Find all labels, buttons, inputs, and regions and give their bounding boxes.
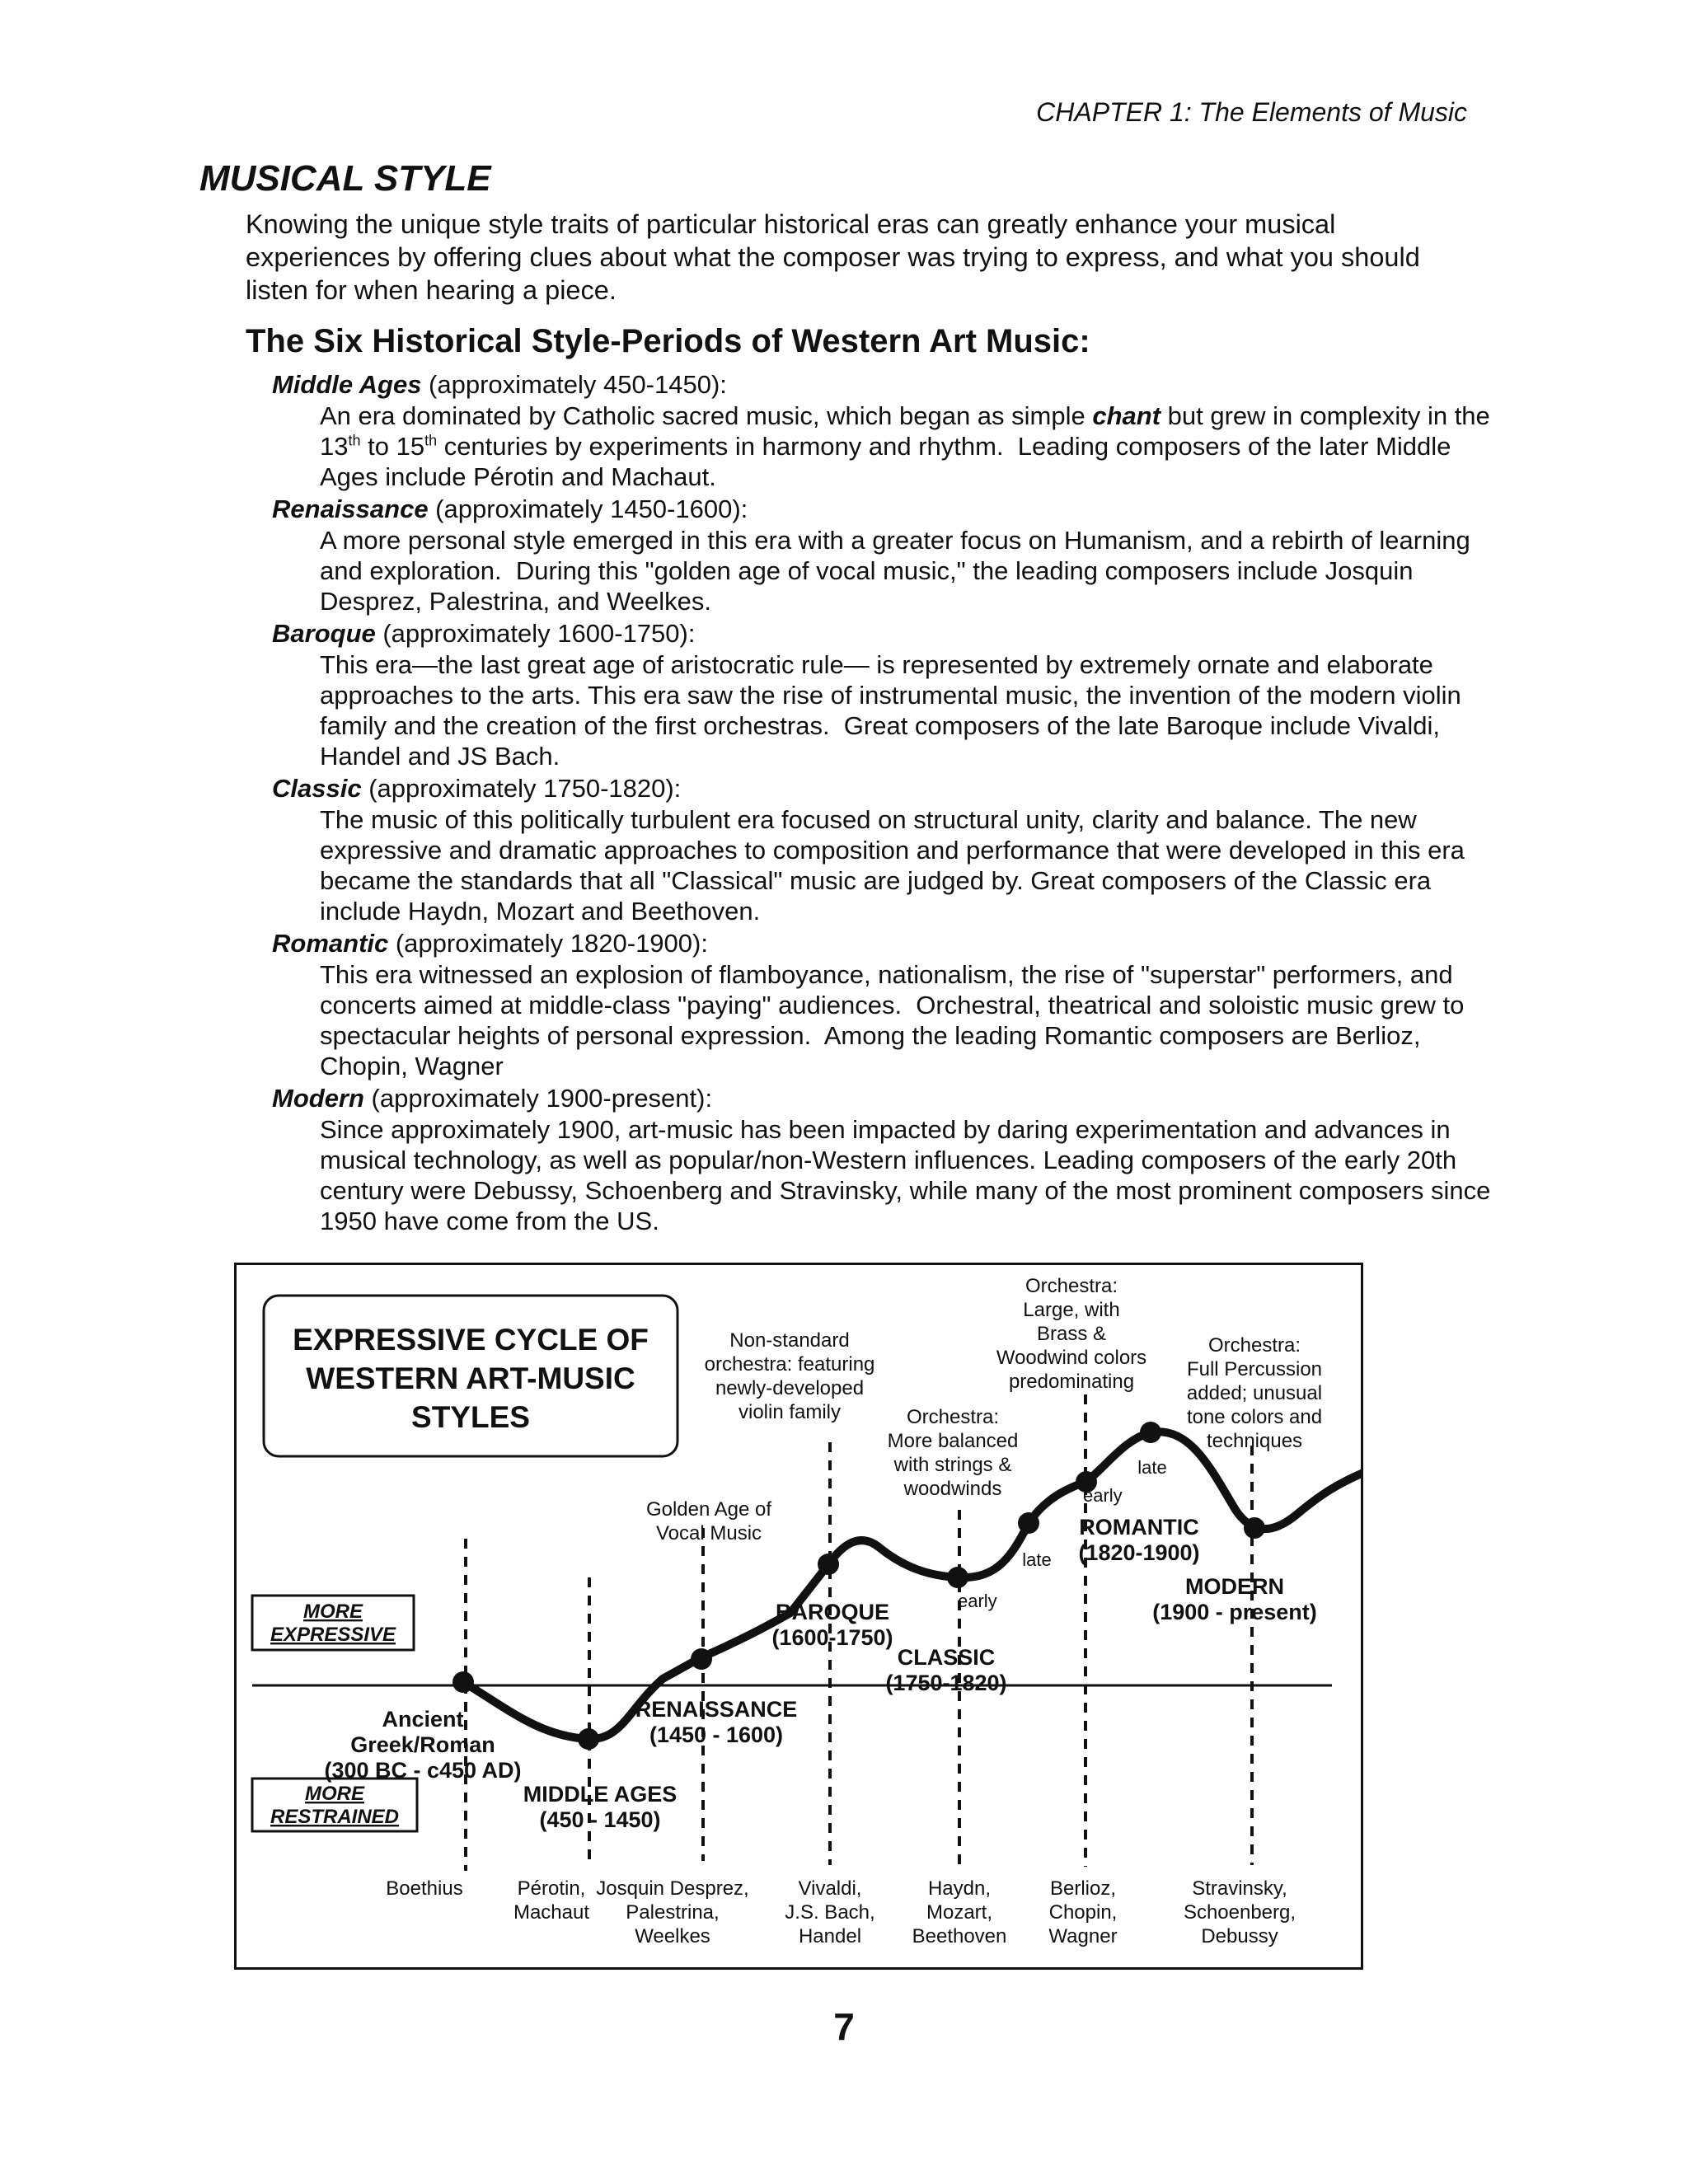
sub-period-label-early: early: [958, 1591, 997, 1611]
orchestra-annotation: Orchestra: Large, with Brass & Woodwind colors predominating: [996, 1275, 1147, 1393]
era-label-modern: MODERN (1900 - present): [1152, 1574, 1317, 1624]
era-label-renaissance: RENAISSANCE (1450 - 1600): [635, 1697, 798, 1747]
era-marker-dot: [691, 1648, 712, 1670]
diagram-canvas: [234, 1263, 1363, 1970]
era-marker-dot: [1140, 1422, 1161, 1443]
era-marker-dot: [947, 1567, 968, 1588]
orchestra-annotation: Orchestra: Full Percussion added; unusual tone colors and techniques: [1186, 1334, 1323, 1452]
period-dates: (approximately 1900-present):: [363, 1084, 713, 1113]
period-description: This era—the last great age of aristocratic rule— is represented by extremely ornate and elaborate approaches to the arts. This era saw the rise of instrumental music, the invention of the modern violin family and the creation of the first orchestras. Great composers of the late Baroque include Vivaldi, Handel and JS Bach.: [320, 650, 1461, 771]
period-middle-ages: [272, 369, 1492, 492]
composer-list: Boethius: [386, 1877, 463, 1900]
composer-list: Pérotin, Machaut: [513, 1877, 590, 1924]
period-heading: [272, 618, 1492, 649]
period-heading: [272, 1083, 1492, 1114]
era-marker-dot: [578, 1728, 599, 1750]
period-heading: [272, 369, 1492, 401]
era-marker-dot: [452, 1671, 474, 1693]
period-modern: [272, 1083, 1492, 1236]
period-name: Baroque: [272, 619, 376, 648]
periods-list: [272, 369, 1492, 1238]
period-name: Renaissance: [272, 494, 429, 523]
period-name: Romantic: [272, 929, 389, 958]
period-description: Since approximately 1900, art-music has been impacted by daring experimentation and advances in musical technology, as well as popular/non-Western influences. Leading composers of the early 20th century were Debussy, Schoenberg and Stravinsky, while many of the most prominent composers since 1950 have come from the US.: [320, 1115, 1491, 1235]
era-label-classic: CLASSIC (1750-1820): [885, 1645, 1007, 1695]
sub-period-label-late: late: [1022, 1549, 1052, 1570]
period-dates: (approximately 1820-1900):: [388, 929, 708, 958]
period-dates: (approximately 1450-1600):: [428, 494, 748, 523]
page-title: MUSICAL STYLE: [199, 158, 491, 199]
composer-list: Haydn, Mozart, Beethoven: [912, 1877, 1007, 1947]
period-dates: (approximately 1750-1820):: [361, 774, 682, 803]
period-name: Middle Ages: [272, 370, 422, 399]
era-label-middle-ages: MIDDLE AGES (450 - 1450): [523, 1782, 678, 1832]
intro-paragraph: Knowing the unique style traits of particular historical eras can greatly enhance your musical experiences by offering clues about what the composer was trying to express, and what you should listen for when hearing a piece.: [246, 209, 1420, 305]
section-subtitle: The Six Historical Style-Periods of Western Art Music:: [246, 323, 1090, 359]
era-marker-dot: [1244, 1517, 1265, 1539]
era-marker-dot: [818, 1554, 839, 1575]
period-heading: [272, 928, 1492, 959]
sub-period-label-late: late: [1137, 1457, 1167, 1478]
page-number: 7: [833, 2005, 855, 2048]
era-label-baroque: BAROQUE (1600-1750): [771, 1600, 893, 1650]
era-label-romantic: ROMANTIC (1820-1900): [1078, 1515, 1200, 1565]
period-description: A more personal style emerged in this era with a greater focus on Humanism, and a rebirth of learning and exploration. During this "golden age of vocal music," the leading composers include Josquin Desprez, Palestrina, and Weelkes.: [320, 526, 1470, 616]
period-description: The music of this politically turbulent era focused on structural unity, clarity and balance. The new expressive and dramatic approaches to composition and performance that were developed in this era became the standards that all "Classical" music are judged by. Great composers of the Classic era include Haydn, Mozart and Beethoven.: [320, 805, 1465, 926]
chapter-header: CHAPTER 1: The Elements of Music: [1036, 97, 1467, 127]
orchestra-annotation: Orchestra: More balanced with strings & woodwinds: [887, 1406, 1019, 1500]
more-restrained-label: MORE RESTRAINED: [270, 1783, 400, 1828]
period-name: Classic: [272, 774, 362, 803]
period-baroque: [272, 618, 1492, 771]
period-description: This era witnessed an explosion of flamboyance, nationalism, the rise of "superstar" performers, and concerts aimed at middle-class "paying" audiences. Orchestral, theatrical and soloistic music grew to spectacular heights of personal expression. Among the leading Romantic composers are Berlioz, Chopin, Wagner: [320, 960, 1465, 1080]
composer-list: Berlioz, Chopin, Wagner: [1048, 1877, 1118, 1947]
more-expressive-label: MORE EXPRESSIVE: [270, 1601, 396, 1646]
period-heading: [272, 773, 1492, 804]
orchestra-annotation: Golden Age of Vocal Music: [645, 1498, 772, 1544]
diagram-title: EXPRESSIVE CYCLE OF WESTERN ART-MUSIC STYLES: [293, 1323, 649, 1434]
period-romantic: [272, 928, 1492, 1081]
sub-period-label-early: early: [1083, 1485, 1123, 1506]
period-heading: [272, 494, 1492, 525]
composer-list: Stravinsky, Schoenberg, Debussy: [1183, 1877, 1296, 1947]
period-dates: (approximately 1600-1750):: [375, 619, 696, 648]
expressive-cycle-diagram: [234, 1263, 1363, 1970]
composer-list: Vivaldi, J.S. Bach, Handel: [785, 1877, 875, 1947]
orchestra-annotation: Non-standard orchestra: featuring newly-developed violin family: [704, 1329, 875, 1423]
period-dates: (approximately 450-1450):: [421, 370, 727, 399]
era-marker-dot: [1018, 1512, 1039, 1534]
period-classic: [272, 773, 1492, 926]
period-description: An era dominated by Catholic sacred music, which began as simple chant but grew in complexity in the 13th to 15th centuries by experiments in harmony and rhythm. Leading composers of the later Middle Ages include Pérotin and Machaut.: [320, 401, 1490, 491]
composer-list: Josquin Desprez, Palestrina, Weelkes: [596, 1877, 749, 1947]
period-name: Modern: [272, 1084, 364, 1113]
era-label-ancient: Ancient Greek/Roman (300 BC - c450 AD): [324, 1707, 522, 1783]
period-renaissance: [272, 494, 1492, 616]
